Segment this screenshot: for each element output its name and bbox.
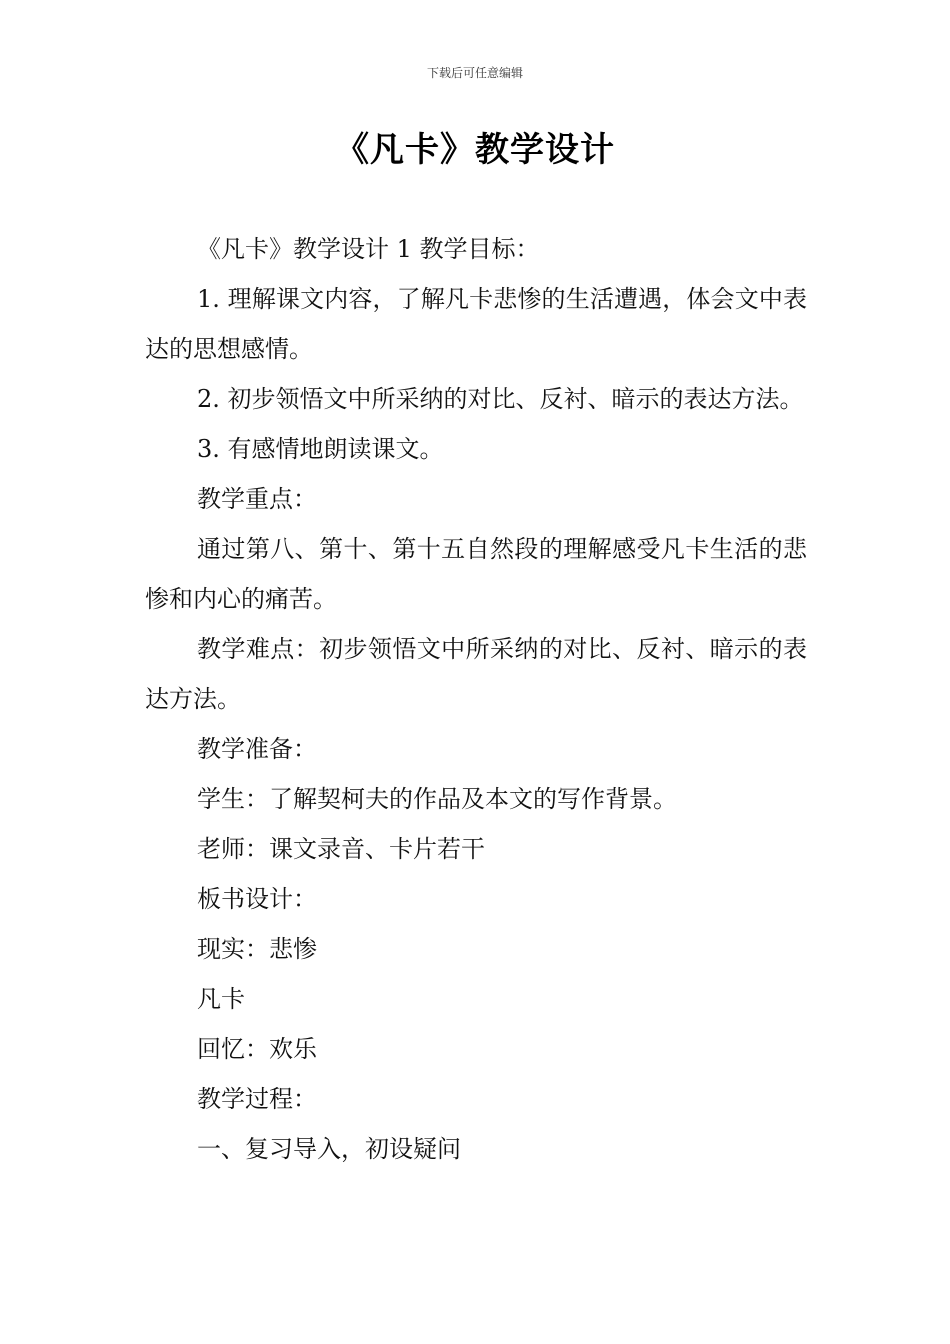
paragraph-board-memory: 回忆：欢乐 [197,1035,317,1063]
page-header-note: 下载后可任意编辑 [426,66,523,80]
document-title: 《凡卡》教学设计 [335,130,615,170]
paragraph-board-design-heading: 板书设计： [197,885,317,913]
paragraph-process-heading: 教学过程： [197,1085,317,1113]
paragraph-key-points-heading: 教学重点： [197,485,317,513]
paragraph-key-points: 通过第八、第十、第十五自然段的理解感受凡卡生活的悲惨和内心的痛苦。 [145,535,807,613]
paragraph-objective-1: 1. 理解课文内容，了解凡卡悲惨的生活遭遇，体会文中表达的思想感情。 [145,285,807,363]
paragraph-board-reality: 现实：悲惨 [197,935,317,963]
paragraph-objectives-heading: 《凡卡》教学设计 1 教学目标： [197,235,540,263]
paragraph-difficulties: 教学难点：初步领悟文中所采纳的对比、反衬、暗示的表达方法。 [145,635,807,713]
paragraph-preparation-students: 学生：了解契柯夫的作品及本文的写作背景。 [197,785,677,813]
paragraph-objective-2: 2. 初步领悟文中所采纳的对比、反衬、暗示的表达方法。 [197,385,804,413]
paragraph-preparation-teacher: 老师：课文录音、卡片若干 [197,835,485,863]
paragraph-process-step-1: 一、复习导入，初设疑问 [197,1135,461,1163]
paragraph-preparation-heading: 教学准备： [197,735,317,763]
paragraph-board-vanka: 凡卡 [197,985,245,1013]
paragraph-objective-3: 3. 有感情地朗读课文。 [197,435,444,463]
document-body [145,224,807,1174]
